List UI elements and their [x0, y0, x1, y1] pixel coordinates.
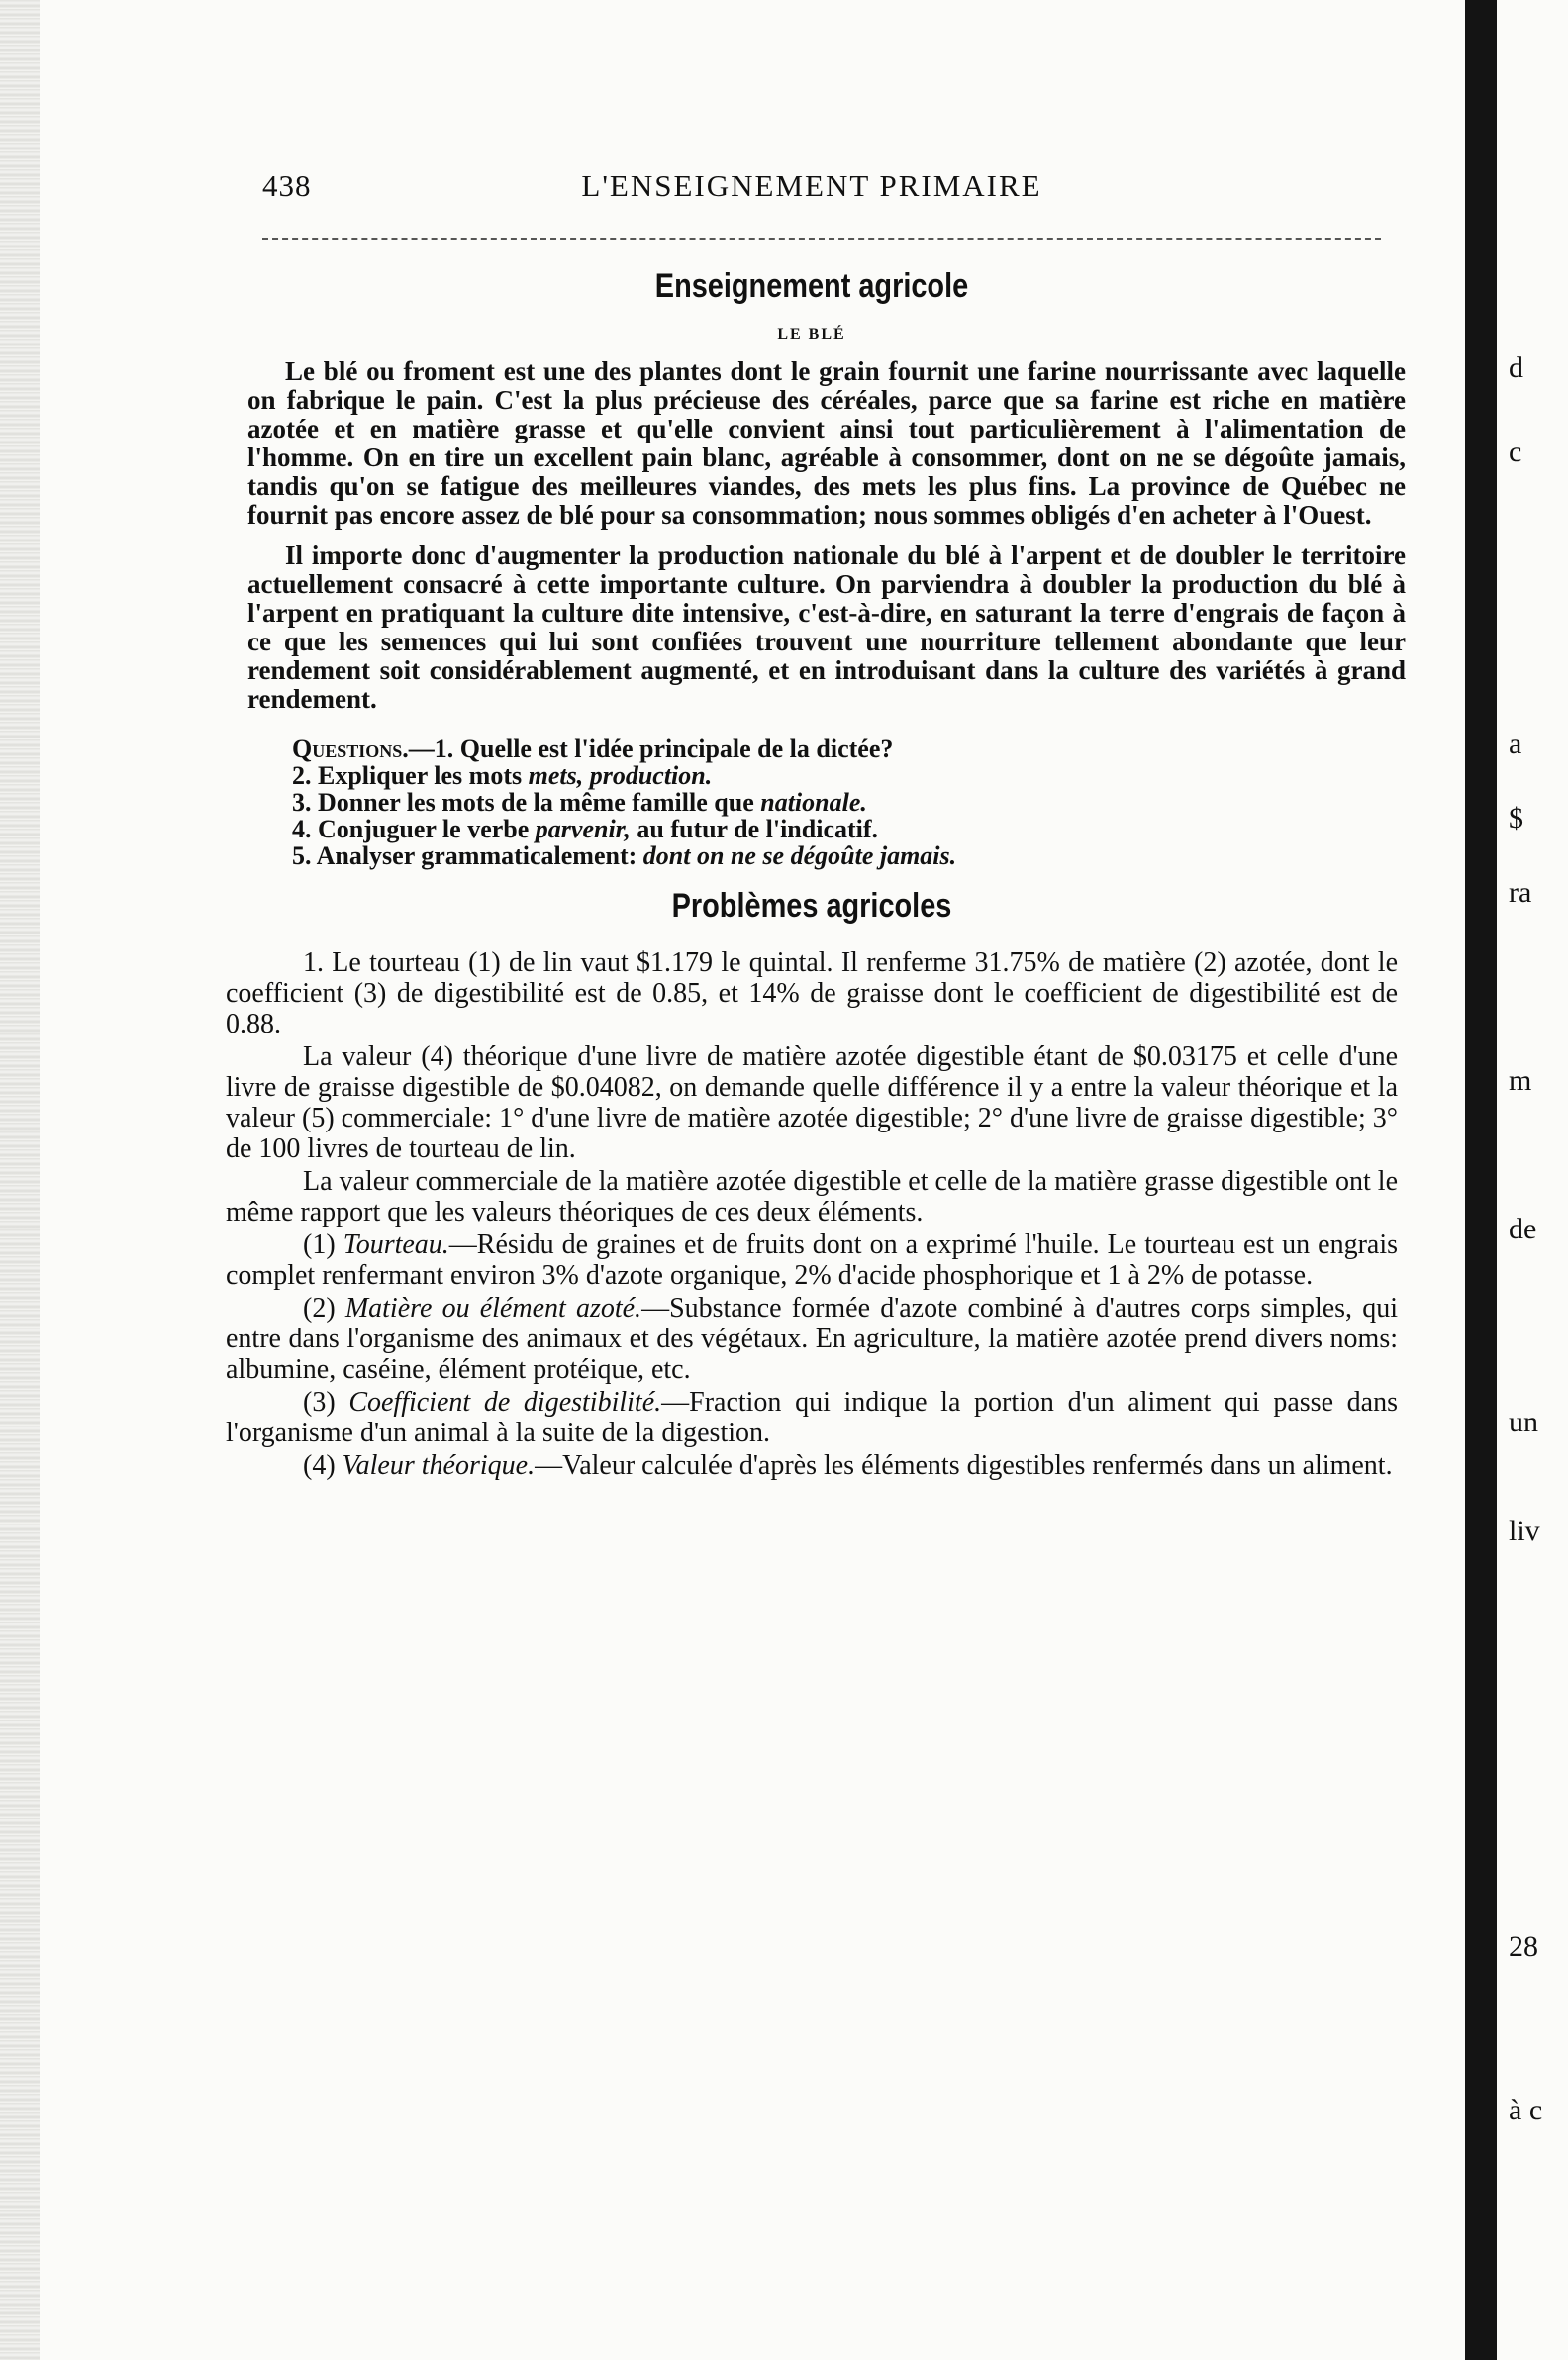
- neighbor-fragment: c: [1509, 436, 1522, 468]
- section-title-problemes-agricoles: Problèmes agricoles: [671, 887, 952, 925]
- neighbor-fragment: $: [1509, 802, 1523, 835]
- page-binding-edge: [0, 0, 40, 2360]
- page-number: 438: [262, 168, 312, 203]
- footnote-text: —Fraction qui indique la portion d'un aliment qui passe dans l'organisme d'un animal à la suite de la digestion.: [226, 1387, 1398, 1448]
- question-text: Analyser grammaticalement:: [316, 841, 643, 870]
- neighbor-fragment: de: [1509, 1213, 1537, 1245]
- footnote-number: (3): [303, 1387, 349, 1418]
- question-text: Expliquer les mots: [318, 761, 529, 790]
- neighbor-fragment: a: [1509, 728, 1522, 760]
- neighbor-fragment: m: [1509, 1064, 1532, 1097]
- question-text: Donner les mots de la même famille que: [318, 788, 761, 817]
- footnote-term: Tourteau.: [343, 1229, 449, 1260]
- paragraph: Il importe donc d'augmenter la production nationale du blé à l'arpent et de doubler le territoire actuellement consacré à cette importante culture. On parviendra à doubler la production du blé à l'arpent en pratiquant la culture dite intensive, c'est-à-dire, en saturant la terre d'engrais de façon à ce que les semences qui lui sont confiées trouvent une nourriture tellement abondante que leur rendement soit considérablement augmenté, et en introduisant dans la culture des variétés à grand rendement.: [247, 541, 1406, 714]
- question-text-after: au futur de l'indicatif.: [630, 815, 879, 843]
- footnote-number: (4): [303, 1450, 343, 1481]
- footnote-text: —Résidu de graines et de fruits dont on a exprimé l'huile. Le tourteau est un engrais complet renfermant environ 3% d'azote organique, 2% d'acide phosphorique et 1 à 2% de potasse.: [226, 1229, 1398, 1291]
- footnote-number: (2): [303, 1293, 345, 1324]
- question-item: [292, 842, 1416, 869]
- neighbor-fragment: à c: [1509, 2094, 1543, 2126]
- footnote-text: —Valeur calculée d'après les éléments digestibles renfermés dans un aliment.: [535, 1450, 1393, 1481]
- page-content: [208, 158, 1416, 1483]
- neighbor-fragment: d: [1509, 351, 1523, 384]
- footnote: [208, 1387, 1416, 1448]
- footnote: [208, 1450, 1416, 1481]
- question-emphasis: nationale.: [760, 788, 867, 817]
- footnote-text: —Substance formée d'azote combiné à d'autres corps simples, qui entre dans l'organisme des animaux et des végétaux. En agriculture, la matière azotée prend divers noms: albumine, caséine, élément protéique, etc.: [226, 1293, 1398, 1385]
- footnote-term: Valeur théorique.: [342, 1450, 536, 1481]
- question-item: [292, 816, 1416, 842]
- question-text: Conjuguer le verbe: [318, 815, 536, 843]
- questions-label: Questions.: [292, 735, 409, 763]
- problem-paragraph: La valeur commerciale de la matière azotée digestible et celle de la matière grasse digestible ont le même rapport que les valeurs théoriques de ces deux éléments.: [226, 1166, 1398, 1228]
- footnote-term: Coefficient de digestibilité.: [348, 1387, 662, 1418]
- question-item: [292, 789, 1416, 816]
- question-number: —1.: [408, 735, 460, 763]
- questions-list: [208, 736, 1416, 869]
- problem-paragraph: 1. Le tourteau (1) de lin vaut $1.179 le quintal. Il renferme 31.75% de matière (2) azotée, dont le coefficient (3) de digestibilité est de 0.85, et 14% de graisse dont le coefficient de digestibilité est de 0.88.: [226, 947, 1398, 1039]
- question-emphasis: parvenir,: [535, 815, 631, 843]
- footnote-term: Matière ou élément azoté.: [344, 1293, 642, 1324]
- question-number: 2.: [292, 761, 318, 790]
- neighbor-fragment: 28: [1509, 1930, 1538, 1963]
- footnote: [208, 1293, 1416, 1385]
- footnote-number: (1): [303, 1229, 343, 1260]
- question-item: [292, 762, 1416, 789]
- question-number: 3.: [292, 788, 318, 817]
- book-gutter: [1465, 0, 1497, 2360]
- neighbor-page-edge: [1497, 0, 1568, 2360]
- problem-paragraph: La valeur (4) théorique d'une livre de matière azotée digestible étant de $0.03175 et celle d'une livre de graisse digestible de $0.04082, on demande quelle différence il y a entre la valeur théorique et la valeur (5) commerciale: 1° d'une livre de matière azotée digestible; 2° d'une livre de graisse digestible; 3° de 100 livres de tourteau de lin.: [226, 1041, 1398, 1164]
- section-subtitle: LE BLÉ: [777, 326, 846, 343]
- paragraph: Le blé ou froment est une des plantes dont le grain fournit une farine nourrissante avec laquelle on fabrique le pain. C'est la plus précieuse des céréales, parce que sa farine est riche en matière azotée et en matière grasse et qu'elle convient ainsi tout particulièrement à l'alimentation de l'homme. On en tire un excellent pain blanc, agréable à consommer, dont on ne se dégoûte jamais, tandis qu'on se fatigue des meilleures viandes, des mets les plus fins. La province de Québec ne fournit pas encore assez de blé pour sa consommation; nous sommes obligés d'en acheter à l'Ouest.: [247, 356, 1406, 530]
- question-item: [292, 736, 1416, 762]
- question-number: 4.: [292, 815, 318, 843]
- question-emphasis: dont on ne se dégoûte jamais.: [642, 841, 957, 870]
- question-emphasis: mets, production.: [528, 761, 713, 790]
- neighbor-fragment: liv: [1509, 1515, 1540, 1547]
- neighbor-fragment: ra: [1509, 876, 1532, 909]
- section-title-enseignement-agricole: Enseignement agricole: [654, 267, 969, 305]
- page-header: [208, 158, 1416, 218]
- header-rule: [262, 238, 1381, 240]
- question-number: 5.: [292, 841, 317, 870]
- question-text: Quelle est l'idée principale de la dictée?: [459, 735, 894, 763]
- running-title: L'ENSEIGNEMENT PRIMAIRE: [581, 168, 1042, 203]
- footnote: [208, 1229, 1416, 1291]
- neighbor-fragment: un: [1509, 1406, 1538, 1438]
